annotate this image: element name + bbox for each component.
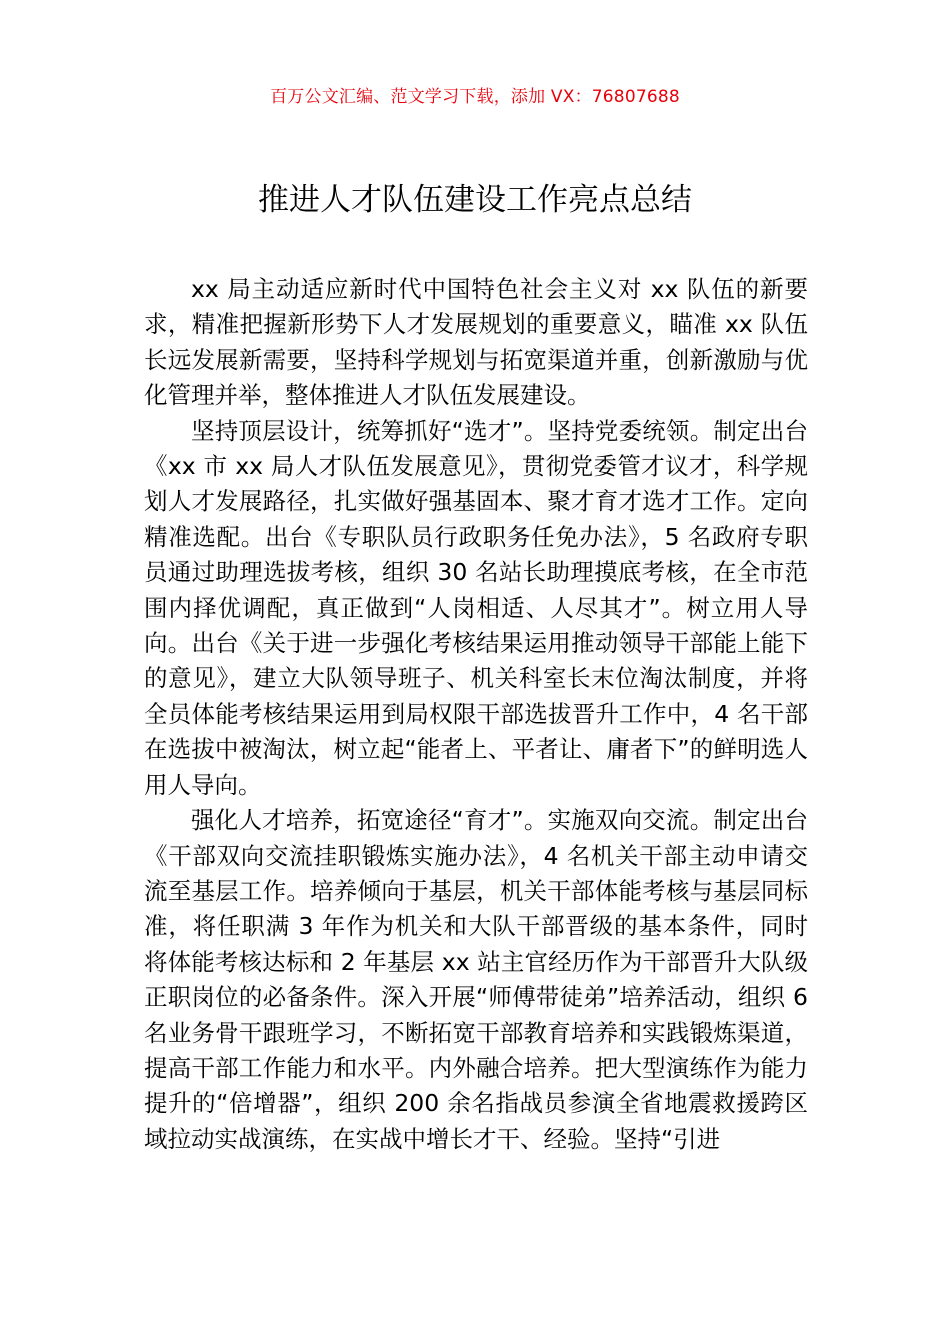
header-watermark-note: 百万公文汇编、范文学习下载，添加 VX：76807688 (270, 87, 680, 107)
paragraph-intro: xx 局主动适应新时代中国特色社会主义对 xx 队伍的新要求，精准把握新形势下人才发展规划的重要意义，瞄准 xx 队伍长远发展新需要，坚持科学规划与拓宽渠道并重，创新激励与优化管理并举，整体推进人才队伍发展建设。 (144, 275, 808, 410)
paragraph-talent-training: 强化人才培养，拓宽途径“育才”。实施双向交流。制定出台《干部双向交流挂职锻炼实施办法》，4 名机关干部主动申请交流至基层工作。培养倾向于基层，机关干部体能考核与基层同标准，将任职满 3 年作为机关和大队干部晋级的基本条件，同时将体能考核达标和 2 年基层 xx 站主官经历作为干部晋升大队级正职岗位的必备条件。深入开展“师傅带徒弟”培养活动，组织 6 名业务骨干跟班学习，不断拓宽干部教育培养和实践锻炼渠道，提高干部工作能力和水平。内外融合培养。把大型演练作为能力提升的“倍增器”，组织 200 余名指战员参演全省地震救援跨区域拉动实战演练，在实战中增长才干、经验。坚持“引进 (144, 806, 808, 1153)
document-body (144, 272, 808, 1157)
document-title: 推进人才队伍建设工作亮点总结 (258, 182, 692, 218)
paragraph-talent-selection: 坚持顶层设计，统筹抓好“选才”。坚持党委统领。制定出台《xx 市 xx 局人才队伍发展意见》，贯彻党委管才议才，科学规划人才发展路径，扎实做好强基固本、聚才育才选才工作。定向精准选配。出台《专职队员行政职务任免办法》，5 名政府专职员通过助理选拔考核，组织 30 名站长助理摸底考核，在全市范围内择优调配，真正做到“人岗相适、人尽其才”。树立用人导向。出台《关于进一步强化考核结果运用推动领导干部能上能下的意见》，建立大队领导班子、机关科室长末位淘汰制度，并将全员体能考核结果运用到局权限干部选拔晋升工作中，4 名干部在选拔中被淘汰，树立起“能者上、平者让、庸者下”的鲜明选人用人导向。 (144, 416, 808, 799)
